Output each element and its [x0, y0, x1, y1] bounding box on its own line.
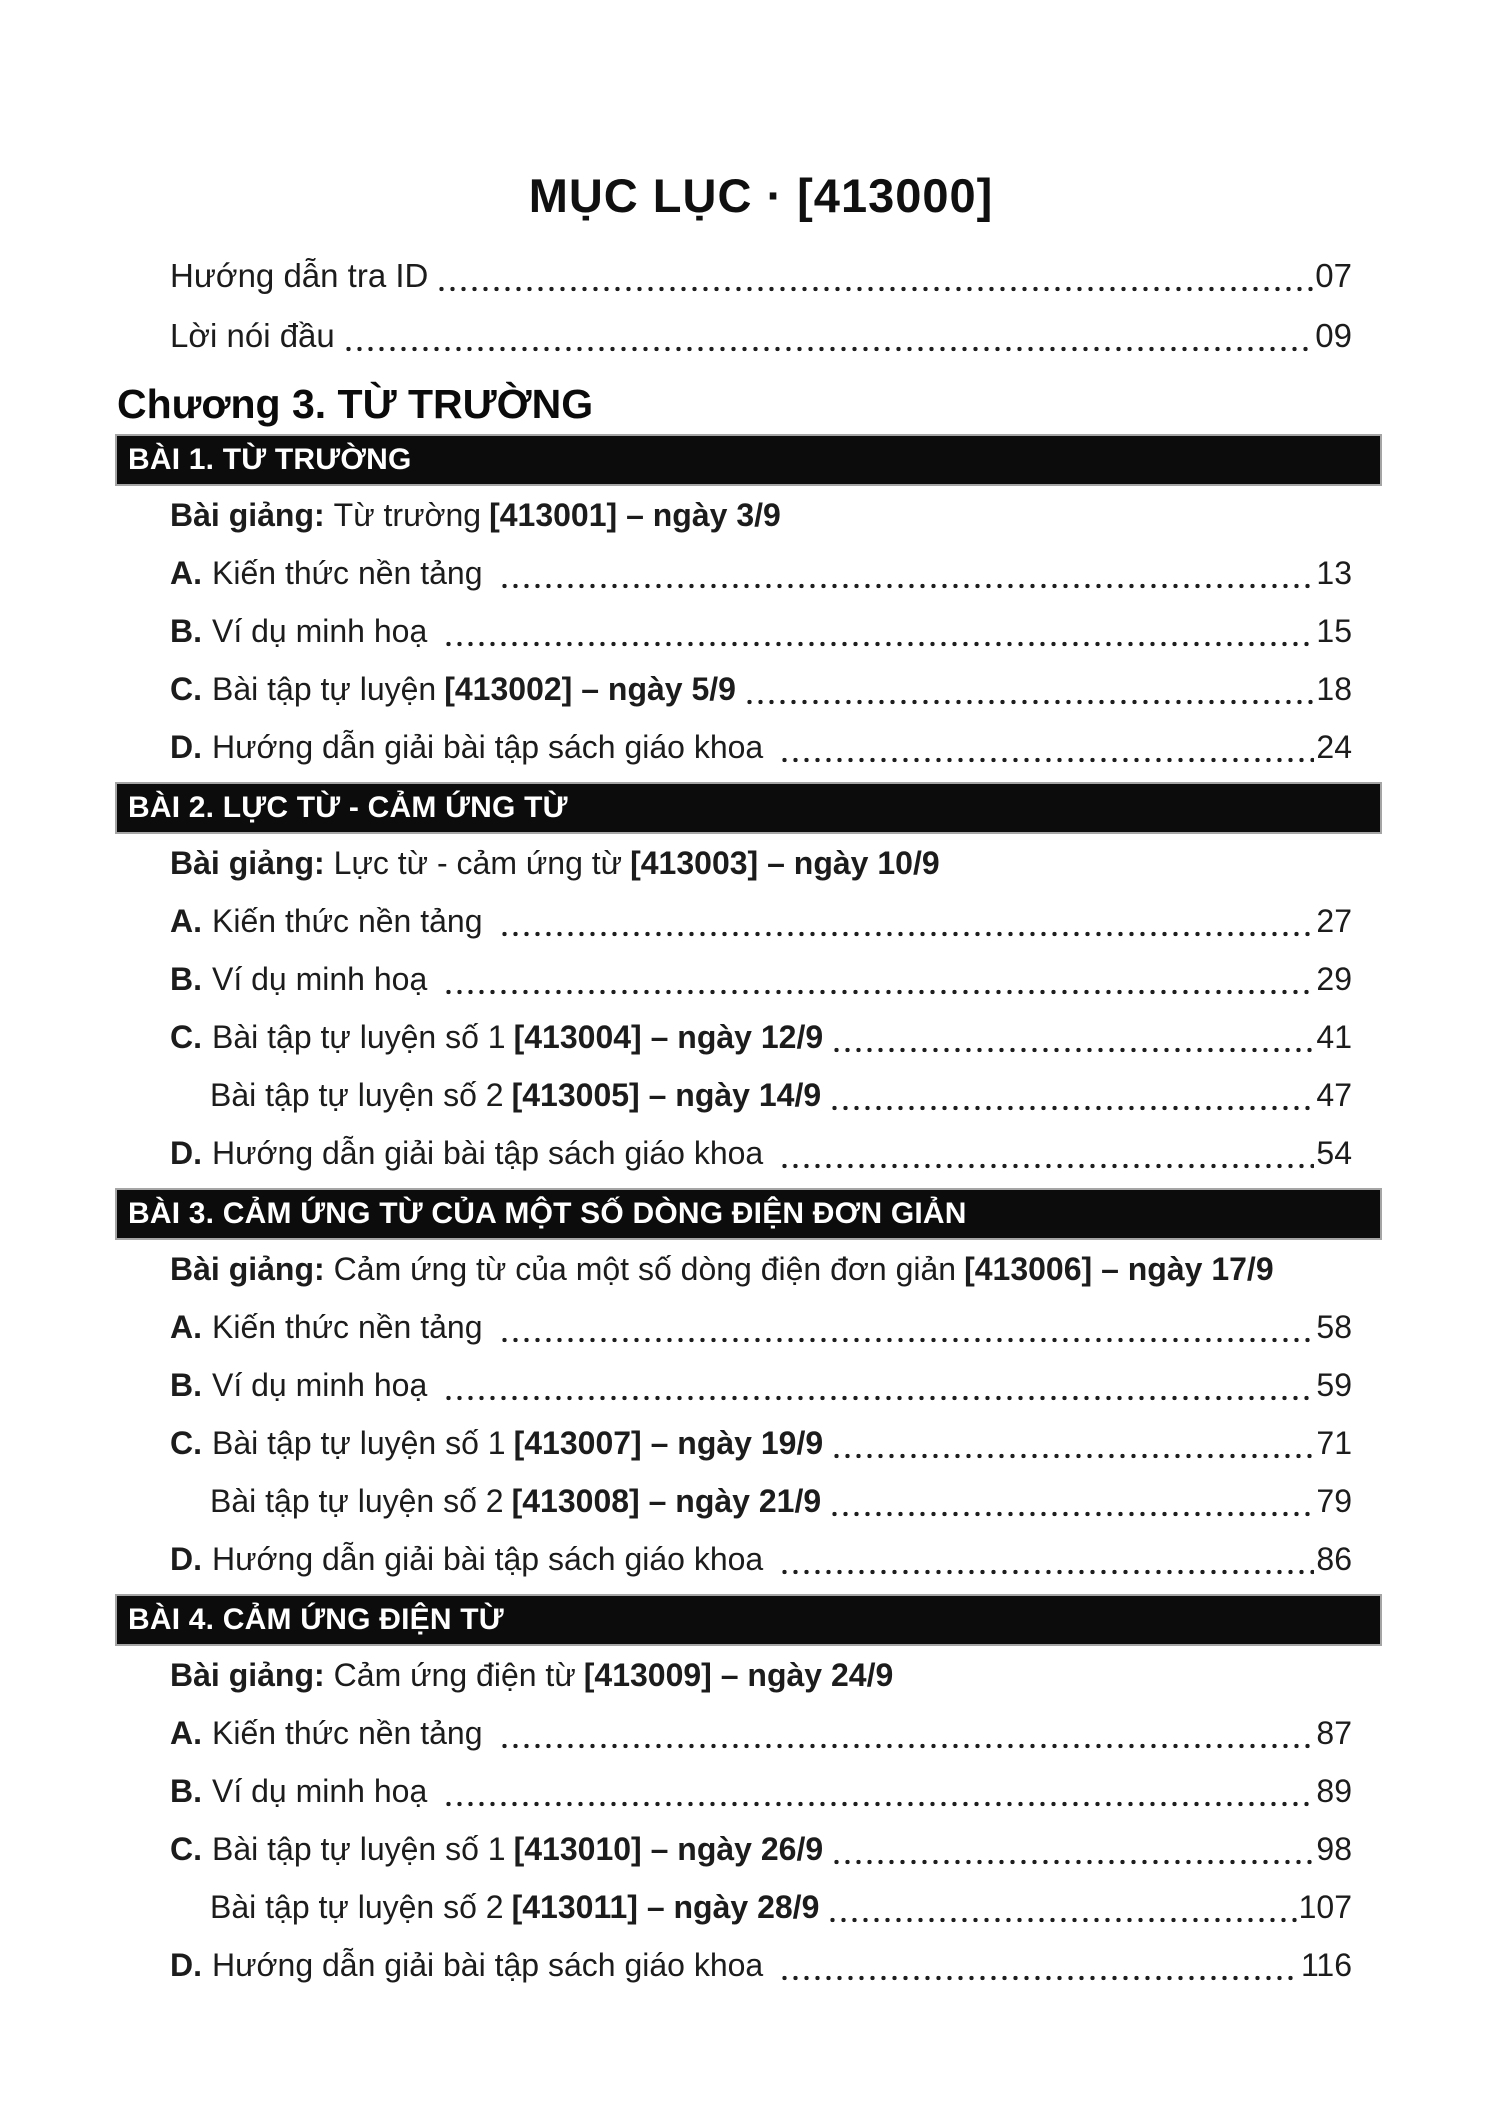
dot-leader	[744, 660, 1314, 718]
dot-leader	[829, 1472, 1314, 1530]
entry-page-number: 07	[1315, 257, 1352, 294]
entry-label: Hướng dẫn giải bài tập sách giáo khoa	[212, 728, 764, 765]
dot-leader	[831, 1414, 1314, 1472]
lesson-header-bar: BÀI 1. TỪ TRƯỜNG	[115, 434, 1382, 486]
lecture-line	[170, 1646, 1352, 1704]
entry-label: Kiến thức nền tảng	[212, 902, 483, 939]
entry-id-date: [413002] – ngày 5/9	[444, 670, 736, 707]
lecture-label: Bài giảng:	[170, 1250, 325, 1287]
toc-entry	[170, 602, 1352, 660]
toc-entry	[170, 660, 1352, 718]
toc-entry	[170, 246, 1352, 306]
entry-page-number: 79	[1316, 1482, 1352, 1519]
lecture-label: Bài giảng:	[170, 1656, 325, 1693]
lecture-line	[170, 486, 1352, 544]
entry-page-number: 24	[1316, 728, 1352, 765]
entry-letter: D.	[170, 1134, 202, 1171]
dot-leader	[779, 718, 1314, 776]
dot-leader	[827, 1878, 1296, 1936]
toc-entry	[170, 306, 1352, 366]
entry-letter: B.	[170, 1366, 202, 1403]
entry-page-number: 15	[1316, 612, 1352, 649]
entry-label: Bài tập tự luyện số 2	[210, 1482, 504, 1519]
entry-page-number: 86	[1316, 1540, 1352, 1577]
entry-page-number: 27	[1316, 902, 1352, 939]
entry-page-number: 47	[1316, 1076, 1352, 1113]
entry-label: Lời nói đầu	[170, 317, 335, 354]
entry-id-date: [413004] – ngày 12/9	[513, 1018, 824, 1055]
entry-label: Bài tập tự luyện số 2	[210, 1076, 504, 1113]
dot-leader	[499, 1298, 1315, 1356]
dot-leader	[443, 602, 1314, 660]
entry-letter: B.	[170, 612, 202, 649]
lesson-header-bar: BÀI 3. CẢM ỨNG TỪ CỦA MỘT SỐ DÒNG ĐIỆN ĐƠN GIẢN	[115, 1188, 1382, 1240]
front-matter-list	[170, 246, 1352, 366]
entry-label: Bài tập tự luyện số 1	[212, 1018, 506, 1055]
toc-entry	[170, 892, 1352, 950]
entry-letter: B.	[170, 960, 202, 997]
chapter-heading: Chương 3. TỪ TRƯỜNG	[117, 381, 594, 427]
entry-label: Ví dụ minh hoạ	[212, 1772, 428, 1809]
dot-leader	[443, 1356, 1314, 1414]
entry-page-number: 89	[1316, 1772, 1352, 1809]
entry-label: Ví dụ minh hoạ	[212, 960, 428, 997]
entry-page-number: 59	[1316, 1366, 1352, 1403]
entry-page-number: 71	[1316, 1424, 1352, 1461]
lecture-id-date: [413009] – ngày 24/9	[583, 1656, 894, 1693]
toc-entry	[170, 1298, 1352, 1356]
entry-page-number: 29	[1316, 960, 1352, 997]
lecture-id-date: [413001] – ngày 3/9	[489, 496, 781, 533]
lesson-header-bar: BÀI 2. LỰC TỪ - CẢM ỨNG TỪ	[115, 782, 1382, 834]
entry-page-number: 98	[1316, 1830, 1352, 1867]
lecture-id-date: [413003] – ngày 10/9	[630, 844, 940, 881]
dot-leader	[779, 1124, 1314, 1182]
entry-page-number: 18	[1316, 670, 1352, 707]
entry-id-date: [413005] – ngày 14/9	[511, 1076, 822, 1113]
dot-leader	[779, 1936, 1299, 1994]
dot-leader	[499, 1704, 1315, 1762]
toc-entry	[170, 1936, 1352, 1994]
toc-entry	[170, 1414, 1352, 1472]
toc-entry	[170, 1356, 1352, 1414]
entry-label: Kiến thức nền tảng	[212, 554, 483, 591]
entry-letter: D.	[170, 728, 202, 765]
dot-leader	[831, 1008, 1314, 1066]
dot-leader	[829, 1066, 1314, 1124]
toc-entry	[170, 1124, 1352, 1182]
toc-entry	[170, 1704, 1352, 1762]
toc-entry-sub	[170, 1066, 1352, 1124]
entry-letter: C.	[170, 1830, 202, 1867]
toc-entry	[170, 1762, 1352, 1820]
toc-entry-sub	[170, 1472, 1352, 1530]
lecture-label: Bài giảng:	[170, 496, 325, 533]
lesson-header-bar: BÀI 4. CẢM ỨNG ĐIỆN TỪ	[115, 1594, 1382, 1646]
page-title: MỤC LỤC · [413000]	[528, 169, 994, 222]
entry-id-date: [413008] – ngày 21/9	[511, 1482, 822, 1519]
entry-letter: B.	[170, 1772, 202, 1809]
entry-label: Ví dụ minh hoạ	[212, 1366, 428, 1403]
lecture-label: Bài giảng:	[170, 844, 325, 881]
entry-page-number: 09	[1315, 317, 1352, 354]
entry-letter: D.	[170, 1540, 202, 1577]
entry-letter: C.	[170, 1018, 202, 1055]
lecture-line	[170, 1240, 1352, 1298]
dot-leader	[779, 1530, 1314, 1588]
entry-page-number: 58	[1316, 1308, 1352, 1345]
lecture-id-date: [413006] – ngày 17/9	[964, 1250, 1274, 1287]
lecture-title: Từ trường	[333, 496, 482, 533]
lecture-line	[170, 834, 1352, 892]
entry-page-number: 13	[1316, 554, 1352, 591]
dot-leader	[443, 950, 1314, 1008]
entry-letter: A.	[170, 1714, 202, 1751]
entry-page-number: 116	[1300, 1946, 1352, 1983]
entry-letter: A.	[170, 902, 202, 939]
entry-letter: D.	[170, 1946, 202, 1983]
dot-leader	[831, 1820, 1314, 1878]
entry-label: Bài tập tự luyện số 1	[212, 1830, 506, 1867]
dot-leader	[436, 246, 1313, 306]
entry-label: Hướng dẫn giải bài tập sách giáo khoa	[212, 1946, 764, 1983]
entry-letter: A.	[170, 554, 202, 591]
toc-entry	[170, 1008, 1352, 1066]
toc-entry	[170, 1530, 1352, 1588]
entry-page-number: 87	[1316, 1714, 1352, 1751]
dot-leader	[343, 306, 1314, 366]
toc-entry	[170, 544, 1352, 602]
entry-label: Kiến thức nền tảng	[212, 1308, 483, 1345]
entry-letter: C.	[170, 1424, 202, 1461]
entry-label: Hướng dẫn giải bài tập sách giáo khoa	[212, 1134, 764, 1171]
entry-letter: C.	[170, 670, 202, 707]
toc-entry-sub	[170, 1878, 1352, 1936]
toc-entry	[170, 1820, 1352, 1878]
entry-label: Hướng dẫn giải bài tập sách giáo khoa	[212, 1540, 764, 1577]
lecture-title: Lực từ - cảm ứng từ	[333, 844, 623, 881]
entry-page-number: 41	[1316, 1018, 1352, 1055]
entry-id-date: [413007] – ngày 19/9	[513, 1424, 824, 1461]
entry-page-number: 107	[1298, 1888, 1352, 1925]
entry-label: Bài tập tự luyện số 1	[212, 1424, 506, 1461]
toc-entry	[170, 950, 1352, 1008]
entry-id-date: [413011] – ngày 28/9	[511, 1888, 820, 1925]
dot-leader	[499, 892, 1315, 950]
dot-leader	[443, 1762, 1314, 1820]
entry-label: Bài tập tự luyện số 2	[210, 1888, 504, 1925]
dot-leader	[499, 544, 1315, 602]
entry-label: Hướng dẫn tra ID	[170, 257, 429, 294]
entry-letter: A.	[170, 1308, 202, 1345]
lecture-title: Cảm ứng từ của một số dòng điện đơn giản	[333, 1250, 957, 1287]
toc-entry	[170, 718, 1352, 776]
entry-id-date: [413010] – ngày 26/9	[513, 1830, 824, 1867]
entry-label: Bài tập tự luyện	[212, 670, 437, 707]
lecture-title: Cảm ứng điện từ	[333, 1656, 576, 1693]
entry-label: Kiến thức nền tảng	[212, 1714, 483, 1751]
entry-label: Ví dụ minh hoạ	[212, 612, 428, 649]
entry-page-number: 54	[1316, 1134, 1352, 1171]
